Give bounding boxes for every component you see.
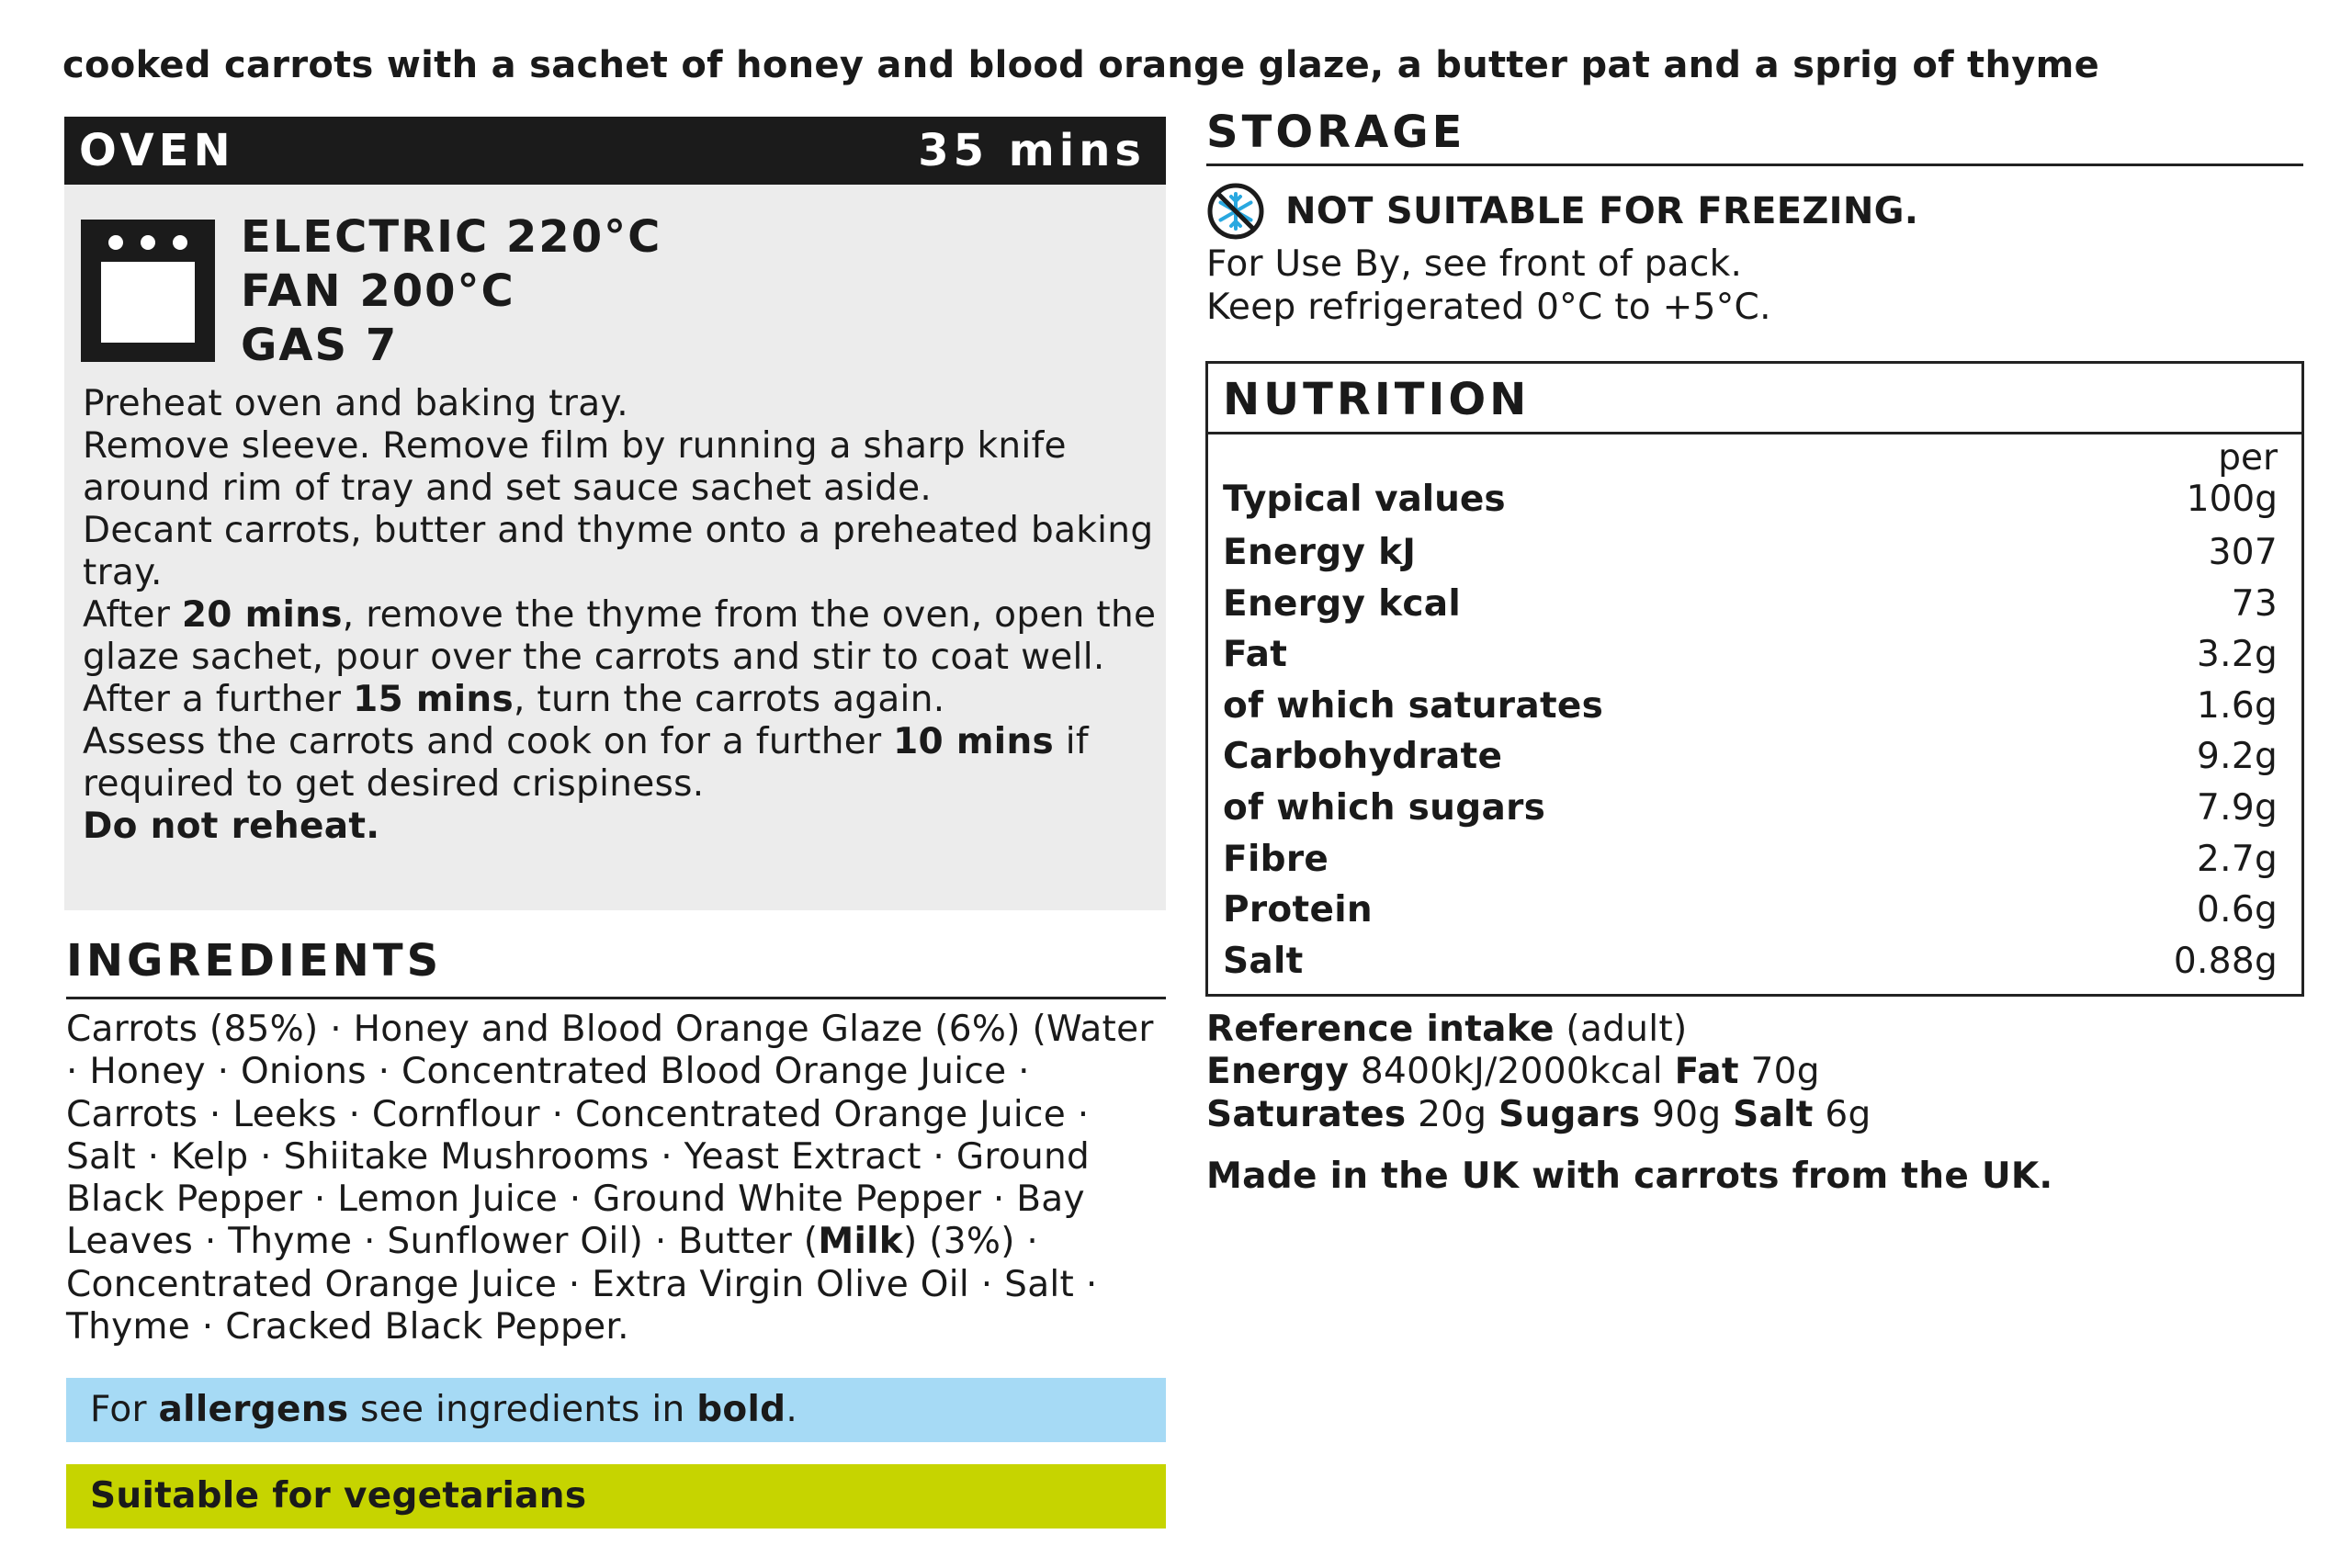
table-row: [1223, 579, 2278, 630]
table-row: [1223, 885, 2278, 936]
allergen-text: bold: [696, 1389, 786, 1430]
refrigerate-text: Keep refrigerated 0°C to +5°C.: [1206, 287, 1771, 328]
oven-header: [64, 117, 1166, 185]
temp-electric: ELECTRIC 220°C: [241, 211, 662, 263]
typical-values-label: Typical values: [1223, 479, 1506, 520]
allergen-notice: [66, 1378, 1166, 1442]
freezing-warning: [1206, 181, 1918, 242]
instruction-step: Remove sleeve. Remove film by running a sharp knife around rim of tray and set sauce sachet aside.: [83, 425, 1067, 509]
ref-text: Salt: [1733, 1093, 1814, 1135]
ref-text: (adult): [1554, 1009, 1688, 1050]
instruction-warning: [83, 806, 1158, 848]
product-description: cooked carrots with a sachet of honey and blood orange glaze, a butter pat and a sprig of thyme: [62, 44, 2100, 86]
reference-intake: [1206, 1009, 2303, 1136]
oven-panel: [64, 117, 1166, 910]
freezing-text: NOT SUITABLE FOR FREEZING.: [1285, 190, 1919, 232]
ref-text: Reference intake: [1206, 1009, 1555, 1050]
temp-gas: GAS 7: [241, 320, 399, 371]
table-row: [1223, 681, 2278, 732]
nutrient-value: 0.88g: [2173, 940, 2278, 982]
nutrient-label: Energy kJ: [1223, 532, 1417, 573]
do-not-reheat: Do not reheat.: [83, 806, 380, 847]
nutrient-label: of which saturates: [1223, 684, 1604, 727]
oven-icon: [81, 220, 215, 362]
reference-intake-line: [1206, 1051, 2303, 1093]
nutrient-label: Fat: [1223, 634, 1288, 676]
ref-text: Sugars: [1498, 1093, 1641, 1135]
nutrient-label: Protein: [1223, 889, 1373, 931]
instruction-step: [83, 594, 1158, 679]
instruction-text: , turn the carrots again.: [514, 679, 945, 720]
ref-text: Energy: [1206, 1051, 1350, 1093]
reference-intake-line: [1206, 1094, 2303, 1136]
nutrient-value: 3.2g: [2197, 634, 2278, 676]
nutrient-label: Carbohydrate: [1223, 736, 1503, 778]
ref-text: 20g: [1406, 1093, 1499, 1135]
ingredients-text: Carrots (85%) · Honey and Blood Orange Glaze (6%) (Water · Honey · Onions · Concentrated Blood Orange Juice · Carrots · Leeks · Cornflour · Concentrated Orange Juice · Salt · Kelp · Shiitake Mushrooms · Yeast Extract · Ground Black Pepper · Lemon Juice · Ground White Pepper · Bay Leaves · Thyme · Sunflower Oil) · Butter (: [66, 1009, 1154, 1263]
nutrient-value: 2.7g: [2197, 838, 2278, 880]
table-row: [1223, 936, 2278, 987]
ref-text: Fat: [1674, 1051, 1739, 1093]
nutrient-value: 1.6g: [2197, 684, 2278, 727]
use-by-text: For Use By, see front of pack.: [1206, 243, 1743, 285]
nutrient-label: Energy kcal: [1223, 582, 1462, 625]
ref-text: 8400kJ/2000kcal: [1349, 1051, 1675, 1093]
oven-title: OVEN: [79, 125, 235, 176]
nutrient-value: 0.6g: [2197, 889, 2278, 931]
oven-time: 35 mins: [918, 125, 1146, 176]
nutrient-label: Salt: [1223, 940, 1304, 982]
allergen-milk: Milk: [818, 1221, 904, 1263]
reference-intake-title: [1206, 1009, 2303, 1051]
vegetarian-badge: Suitable for vegetarians: [66, 1464, 1166, 1529]
oven-temperatures: [241, 210, 662, 373]
temp-fan: FAN 200°C: [241, 265, 515, 317]
cooking-instructions: [83, 383, 1158, 848]
ref-text: Saturates: [1206, 1093, 1407, 1135]
ref-text: 6g: [1813, 1093, 1871, 1135]
nutrient-label: Fibre: [1223, 838, 1329, 880]
instruction-time: 20 mins: [181, 594, 343, 636]
per-100g-label: 100g: [2186, 479, 2278, 520]
table-row: [1223, 731, 2278, 783]
storage-info: [1206, 243, 1771, 329]
nutrition-title: NUTRITION: [1208, 364, 2301, 434]
nutrient-value: 7.9g: [2197, 786, 2278, 829]
table-row: [1223, 629, 2278, 681]
allergen-text: For: [90, 1389, 159, 1430]
ingredients-list: [66, 1009, 1166, 1348]
nutrient-value: 9.2g: [2197, 736, 2278, 778]
table-row: [1223, 834, 2278, 886]
no-freezing-icon: [1206, 182, 1265, 241]
instruction-step: Decant carrots, butter and thyme onto a preheated baking tray.: [83, 510, 1154, 593]
allergen-text: see ingredients in: [348, 1389, 697, 1430]
instruction-text: After: [83, 594, 182, 636]
ingredients-title: INGREDIENTS: [66, 935, 1166, 999]
nutrition-header-row: [1223, 479, 2278, 521]
nutrition-per-label: per: [2218, 437, 2278, 479]
origin-statement: Made in the UK with carrots from the UK.: [1206, 1156, 2053, 1197]
instruction-text: After a further: [83, 679, 354, 720]
instruction-step: [83, 721, 1158, 806]
table-row: [1223, 783, 2278, 834]
ingredients-text: ) (3%) · Concentrated Orange Juice · Extra Virgin Olive Oil · Salt · Thyme · Cracked Black Pepper.: [66, 1221, 1098, 1348]
table-row: [1223, 527, 2278, 579]
nutrient-label: of which sugars: [1223, 786, 1546, 829]
instruction-time: 10 mins: [893, 721, 1055, 762]
nutrient-value: 307: [2208, 532, 2278, 573]
ref-text: 70g: [1738, 1051, 1820, 1093]
instruction-text: Assess the carrots and cook on for a further: [83, 721, 894, 762]
instruction-step: [83, 679, 1158, 721]
instruction-time: 15 mins: [353, 679, 514, 720]
ref-text: 90g: [1640, 1093, 1734, 1135]
allergen-text: .: [786, 1389, 798, 1430]
instruction-text: if required to get desired crispiness.: [83, 721, 1089, 805]
storage-title: STORAGE: [1206, 107, 2303, 166]
nutrition-table: [1205, 361, 2304, 997]
nutrition-rows: [1223, 527, 2278, 987]
instruction-text: , remove the thyme from the oven, open the glaze sachet, pour over the carrots and stir to coat well.: [83, 594, 1157, 678]
instruction-step: Preheat oven and baking tray.: [83, 383, 628, 424]
nutrient-value: 73: [2231, 582, 2278, 625]
allergen-text: allergens: [158, 1389, 349, 1430]
